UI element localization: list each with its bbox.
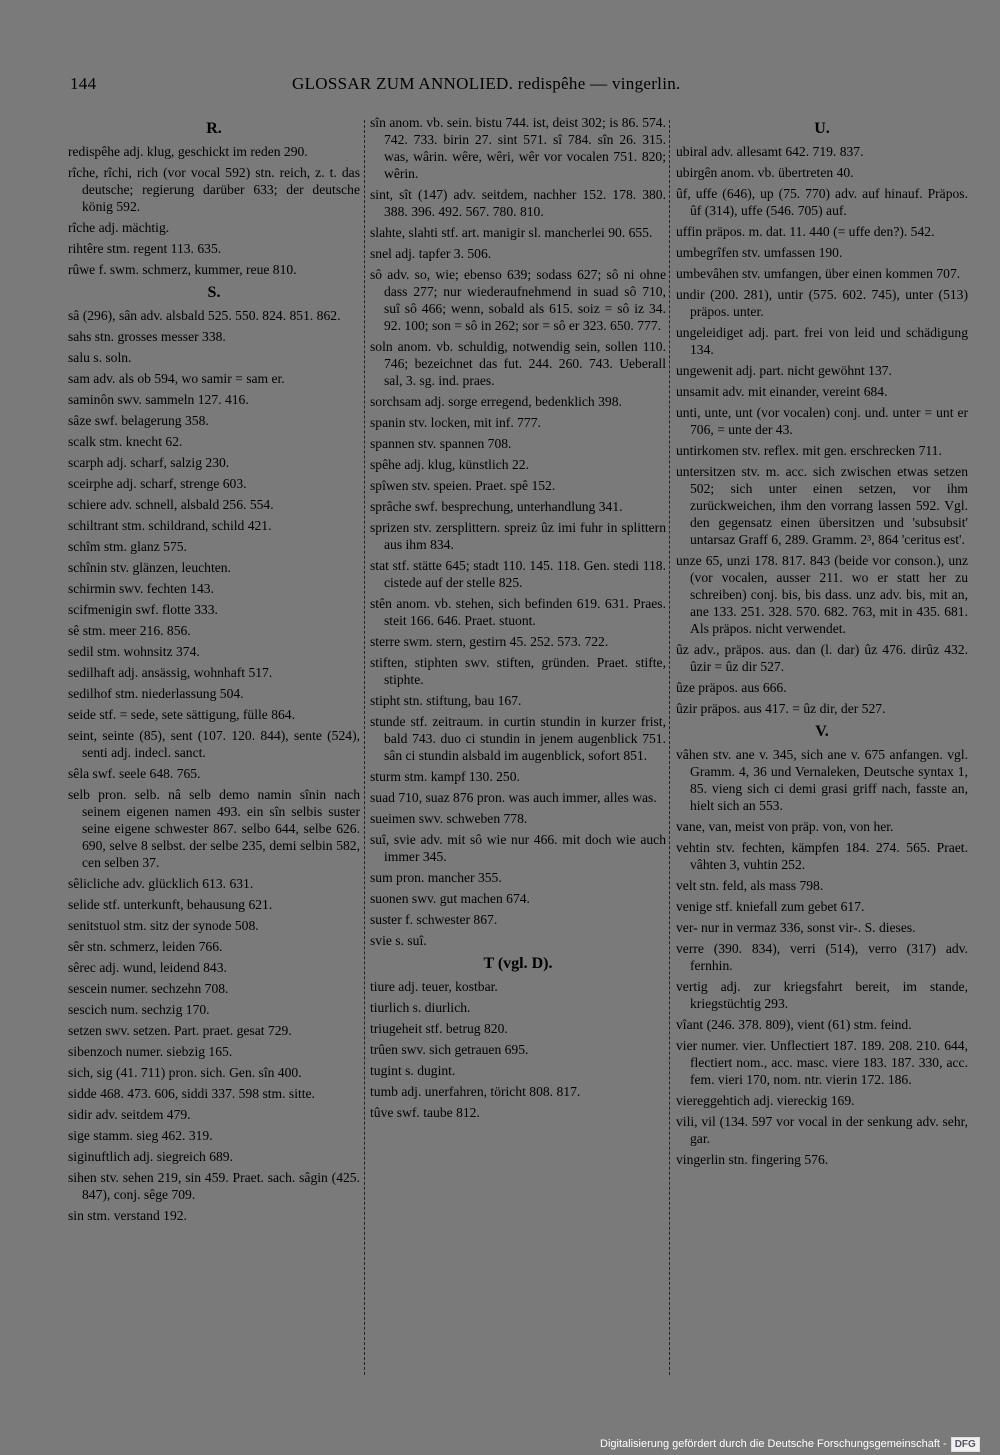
glossary-entry: sêlicliche adv. glücklich 613. 631. <box>68 876 254 891</box>
glossary-entry: schînin stv. glänzen, leuchten. <box>68 560 231 575</box>
glossary-entry: setzen swv. setzen. Part. praet. gesat 729. <box>68 1023 292 1038</box>
glossary-entry: suonen swv. gut machen 674. <box>370 891 530 906</box>
glossary-entry: selb pron. selb. nâ selb demo namin sînin nach seinem eigenen namen 493. ein sîn selbis suster seine eigene schwester 867. selbo 644, selbe 626. 690, selve 8 selbst. der selbe 235, demi selbin 582, cen selben 37. <box>68 787 360 870</box>
glossary-entry: trûen swv. sich getrauen 695. <box>370 1042 529 1057</box>
glossary-entry: svie s. suî. <box>370 933 427 948</box>
glossary-entry: ubirgên anom. vb. übertreten 40. <box>676 165 854 180</box>
running-title: GLOSSAR ZUM ANNOLIED. redispêhe — vingerlin. <box>292 74 681 93</box>
glossary-entry: vier numer. vier. Unflectiert 187. 189. 208. 210. 644, flectiert nom., acc. masc. viere 183. 187. 330, acc. fem. vieri 170, nom. ntr. vierin 172. 186. <box>676 1038 968 1087</box>
glossary-entry: ungewenit adj. part. nicht gewöhnt 137. <box>676 363 892 378</box>
glossary-entry: sahs stn. grosses messer 338. <box>68 329 226 344</box>
glossary-entry: sige stamm. sieg 462. 319. <box>68 1128 213 1143</box>
glossary-entry: unsamit adv. mit einander, vereint 684. <box>676 384 888 399</box>
section-heading: S. <box>207 284 221 301</box>
glossary-entry: sint, sît (147) adv. seitdem, nachher 152. 178. 380. 388. 396. 492. 567. 780. 810. <box>370 187 666 219</box>
glossary-column-2 <box>370 114 666 1384</box>
glossary-entry: tiure adj. teuer, kostbar. <box>370 979 498 994</box>
glossary-entry: slahte, slahti stf. art. manigir sl. mancherlei 90. 655. <box>370 225 653 240</box>
glossary-entry: vili, vil (134. 597 vor vocal in der senkung adv. sehr, gar. <box>676 1114 968 1146</box>
glossary-entry: uffin präpos. m. dat. 11. 440 (= uffe den?). 542. <box>676 224 935 239</box>
glossary-entry: vîant (246. 378. 809), vient (61) stm. feind. <box>676 1017 912 1032</box>
glossary-entry: ûzir präpos. aus 417. = ûz dir, der 527. <box>676 701 886 716</box>
glossary-entry: vingerlin stn. fingering 576. <box>676 1152 829 1167</box>
glossary-entry: sô adv. so, wie; ebenso 639; sodass 627; sô ni ohne dass 277; nur wiederaufnehmend in suad sô 710, suî sô 466; wenn, sobald als 615. soiz = sô iz 34. 92. 100; son = sô in 262; sor = sô er 323. 650. 777. <box>370 267 666 333</box>
glossary-entry: sam adv. als ob 594, wo samir = sam er. <box>68 371 285 386</box>
glossary-entry: vertig adj. zur kriegsfahrt bereit, im stande, kriegstüchtig 293. <box>676 979 968 1011</box>
glossary-entry: umbevâhen stv. umfangen, über einen kommen 707. <box>676 266 961 281</box>
glossary-entry: sterre swm. stern, gestirn 45. 252. 573. 722. <box>370 634 609 649</box>
glossary-entry: siginuftlich adj. siegreich 689. <box>68 1149 233 1164</box>
glossary-entry: stên anom. vb. stehen, sich befinden 619. 631. Praes. steit 166. 646. Praet. stuont. <box>370 596 666 628</box>
glossary-entry: umbegrîfen stv. umfassen 190. <box>676 245 843 260</box>
glossary-entry: unti, unte, unt (vor vocalen) conj. und. unter = unt er 706, = unte der 43. <box>676 405 968 437</box>
glossary-entry: sceirphe adj. scharf, strenge 603. <box>68 476 247 491</box>
glossary-entry: sidde 468. 473. 606, siddi 337. 598 stm. sitte. <box>68 1086 315 1101</box>
glossary-entry: sprâche swf. besprechung, unterhandlung 341. <box>370 499 623 514</box>
glossary-entry: rîche adj. mächtig. <box>68 220 170 235</box>
section-heading: R. <box>206 120 222 137</box>
glossary-entry: ungeleidiget adj. part. frei von leid und schädigung 134. <box>676 325 968 357</box>
glossary-entry: schiere adv. schnell, alsbald 256. 554. <box>68 497 274 512</box>
glossary-entry: schiltrant stm. schildrand, schild 421. <box>68 518 272 533</box>
glossary-entry: tumb adj. unerfahren, töricht 808. 817. <box>370 1084 581 1099</box>
glossary-entry: sin stm. verstand 192. <box>68 1208 187 1223</box>
glossary-entry: sescich num. sechzig 170. <box>68 1002 210 1017</box>
dfg-logo: DFG <box>951 1437 980 1452</box>
glossary-entry: triugeheit stf. betrug 820. <box>370 1021 508 1036</box>
glossary-entry: undir (200. 281), untir (575. 602. 745), unter (513) präpos. unter. <box>676 287 968 319</box>
glossary-entry: spannen stv. spannen 708. <box>370 436 512 451</box>
glossary-entry: verre (390. 834), verri (514), verro (317) adv. fernhin. <box>676 941 968 973</box>
glossary-entry: vehtin stv. fechten, kämpfen 184. 274. 565. Praet. vâhten 3, vuhtin 252. <box>676 840 968 872</box>
glossary-entry: scifmenigin swf. flotte 333. <box>68 602 218 617</box>
glossary-entry: ubiral adv. allesamt 642. 719. 837. <box>676 144 864 159</box>
glossary-entry: sich, sig (41. 711) pron. sich. Gen. sîn 400. <box>68 1065 302 1080</box>
glossary-entry: velt stn. feld, als mass 798. <box>676 878 824 893</box>
column-divider <box>364 120 365 1375</box>
glossary-entry: spanin stv. locken, mit inf. 777. <box>370 415 541 430</box>
glossary-entry: sprizen stv. zersplittern. spreiz ûz imi fuhr in splittern aus ihm 834. <box>370 520 666 552</box>
glossary-entry: suad 710, suaz 876 pron. was auch immer, alles was. <box>370 790 657 805</box>
glossary-entry: vane, van, meist von präp. von, von her. <box>676 819 894 834</box>
glossary-entry: viereggehtich adj. viereckig 169. <box>676 1093 855 1108</box>
glossary-entry: sturm stm. kampf 130. 250. <box>370 769 520 784</box>
glossary-entry: vâhen stv. ane v. 345, sich ane v. 675 anfangen. vgl. Gramm. 4, 36 und Vernaleken, Deutsche syntax 1, 85. vieng sich ci demi grasi griff nach, fasste an, hielt sich an 553. <box>676 747 968 813</box>
glossary-entry: rîche, rîchi, rich (vor vocal 592) stn. reich, z. t. das deutsche; regierung darüber 633; der deutsche könig 592. <box>68 165 360 214</box>
glossary-entry: seint, seinte (85), sent (107. 120. 844), sente (524), senti adj. indecl. sanct. <box>68 728 360 760</box>
page-header <box>70 74 950 102</box>
glossary-entry: stiften, stiphten swv. stiften, gründen. Praet. stifte, stiphte. <box>370 655 666 687</box>
glossary-entry: tûve swf. taube 812. <box>370 1105 480 1120</box>
glossary-entry: seide stf. = sede, sete sättigung, fülle 864. <box>68 707 296 722</box>
glossary-entry: sêla swf. seele 648. 765. <box>68 766 201 781</box>
glossary-entry: sedilhaft adj. ansässig, wohnhaft 517. <box>68 665 273 680</box>
glossary-entry: sorchsam adj. sorge erregend, bedenklich 398. <box>370 394 622 409</box>
glossary-entry: sedil stm. wohnsitz 374. <box>68 644 200 659</box>
glossary-entry: untirkomen stv. reflex. mit gen. erschrecken 711. <box>676 443 942 458</box>
glossary-entry: ûz adv., präpos. aus. dan (l. dar) ûz 476. dirûz 432. ûzir = ûz dir 527. <box>676 642 968 674</box>
glossary-entry: scarph adj. scharf, salzig 230. <box>68 455 230 470</box>
footer-text: Digitalisierung gefördert durch die Deutsche Forschungsgemeinschaft - <box>600 1438 947 1450</box>
glossary-entry: selide stf. unterkunft, behausung 621. <box>68 897 273 912</box>
glossary-entry: sîn anom. vb. sein. bistu 744. ist, deist 302; is 86. 574. 742. 733. birin 27. sint 571. sî 784. sîn 26. 315. was, wârin. wêre, wêri, wêr vor vocalen 751. 820; wêrin. <box>370 115 666 181</box>
glossary-entry: redispêhe adj. klug, geschickt im reden 290. <box>68 144 308 159</box>
glossary-entry: tiurlich s. diurlich. <box>370 1000 471 1015</box>
glossary-entry: suster f. schwester 867. <box>370 912 498 927</box>
page-number: 144 <box>70 74 97 93</box>
glossary-entry: venige stf. kniefall zum gebet 617. <box>676 899 865 914</box>
glossary-entry: stipht stn. stiftung, bau 167. <box>370 693 522 708</box>
glossary-entry: sâze swf. belagerung 358. <box>68 413 209 428</box>
glossary-entry: ûze präpos. aus 666. <box>676 680 787 695</box>
glossary-entry: stunde stf. zeitraum. in curtin stundin in kurzer frist, bald 743. duo ci stundin in jenem augenblick 751. sân ci stundin alsbald im augenblick, sofort 851. <box>370 714 666 763</box>
glossary-entry: spîwen stv. speien. Praet. spê 152. <box>370 478 556 493</box>
glossary-entry: sum pron. mancher 355. <box>370 870 502 885</box>
glossary-entry: senitstuol stm. sitz der synode 508. <box>68 918 259 933</box>
glossary-entry: unze 65, unzi 178. 817. 843 (beide vor conson.), unz (vor vocalen, ausser 211. wo er statt her zu schreiben) conj. bis, bis dass. unz adv. bis, mit an, ane 133. 251. 328. 570. 682. 763, mit in 435. 681. Als präpos. nicht verwendet. <box>676 553 968 636</box>
glossary-entry: soln anom. vb. schuldig, notwendig sein, sollen 110. 746; bezeichnet das fut. 244. 260. 743. Ueberall sal, 3. sg. ind. praes. <box>370 339 666 388</box>
glossary-entry: rihtêre stm. regent 113. 635. <box>68 241 222 256</box>
glossary-entry: sê stm. meer 216. 856. <box>68 623 191 638</box>
glossary-entry: schîm stm. glanz 575. <box>68 539 187 554</box>
glossary-entry: sâ (296), sân adv. alsbald 525. 550. 824. 851. 862. <box>68 308 341 323</box>
column-divider <box>669 120 670 1375</box>
glossary-entry: sescein numer. sechzehn 708. <box>68 981 229 996</box>
glossary-entry: ver- nur in vermaz 336, sonst vir-. S. dieses. <box>676 920 916 935</box>
glossary-entry: sêr stn. schmerz, leiden 766. <box>68 939 223 954</box>
glossary-entry: snel adj. tapfer 3. 506. <box>370 246 492 261</box>
glossary-entry: scalk stm. knecht 62. <box>68 434 183 449</box>
glossary-entry: sêrec adj. wund, leidend 843. <box>68 960 227 975</box>
footer-credit <box>600 1437 980 1453</box>
glossary-entry: schirmin swv. fechten 143. <box>68 581 214 596</box>
section-heading: U. <box>814 120 830 137</box>
glossary-entry: tugint s. dugint. <box>370 1063 456 1078</box>
glossary-entry: ûf, uffe (646), up (75. 770) adv. auf hinauf. Präpos. ûf (314), uffe (546. 705) auf. <box>676 186 968 218</box>
glossary-entry: suî, svie adv. mit sô wie nur 466. mit doch wie auch immer 345. <box>370 832 666 864</box>
glossary-entry: untersitzen stv. m. acc. sich zwischen etwas setzen 502; sich unter einen setzen, vor ihm zurückweichen, ihm den vorrang lassen 592. Vgl. den gegensatz einen übersitzen und 'subsubsit' untarsaz Graff 6, 289. Gramm. 2³, 864 'ceritus est'. <box>676 464 968 547</box>
glossary-entry: sihen stv. sehen 219, sin 459. Praet. sach. sâgin (425. 847), conj. sêge 709. <box>68 1170 360 1202</box>
glossary-entry: saminôn swv. sammeln 127. 416. <box>68 392 249 407</box>
glossary-entry: sedilhof stm. niederlassung 504. <box>68 686 244 701</box>
glossary-entry: spêhe adj. klug, künstlich 22. <box>370 457 529 472</box>
glossary-column-1 <box>68 114 360 1384</box>
glossary-entry: sibenzoch numer. siebzig 165. <box>68 1044 233 1059</box>
glossary-entry: salu s. soln. <box>68 350 132 365</box>
glossary-entry: stat stf. stätte 645; stadt 110. 145. 118. Gen. stedi 118. cistede auf der stelle 825. <box>370 558 666 590</box>
glossary-entry: rûwe f. swm. schmerz, kummer, reue 810. <box>68 262 297 277</box>
section-heading: T (vgl. D). <box>483 955 553 972</box>
glossary-entry: sueimen swv. schweben 778. <box>370 811 528 826</box>
glossary-entry: sidir adv. seitdem 479. <box>68 1107 191 1122</box>
glossary-column-3 <box>676 114 968 1384</box>
section-heading: V. <box>815 723 829 740</box>
